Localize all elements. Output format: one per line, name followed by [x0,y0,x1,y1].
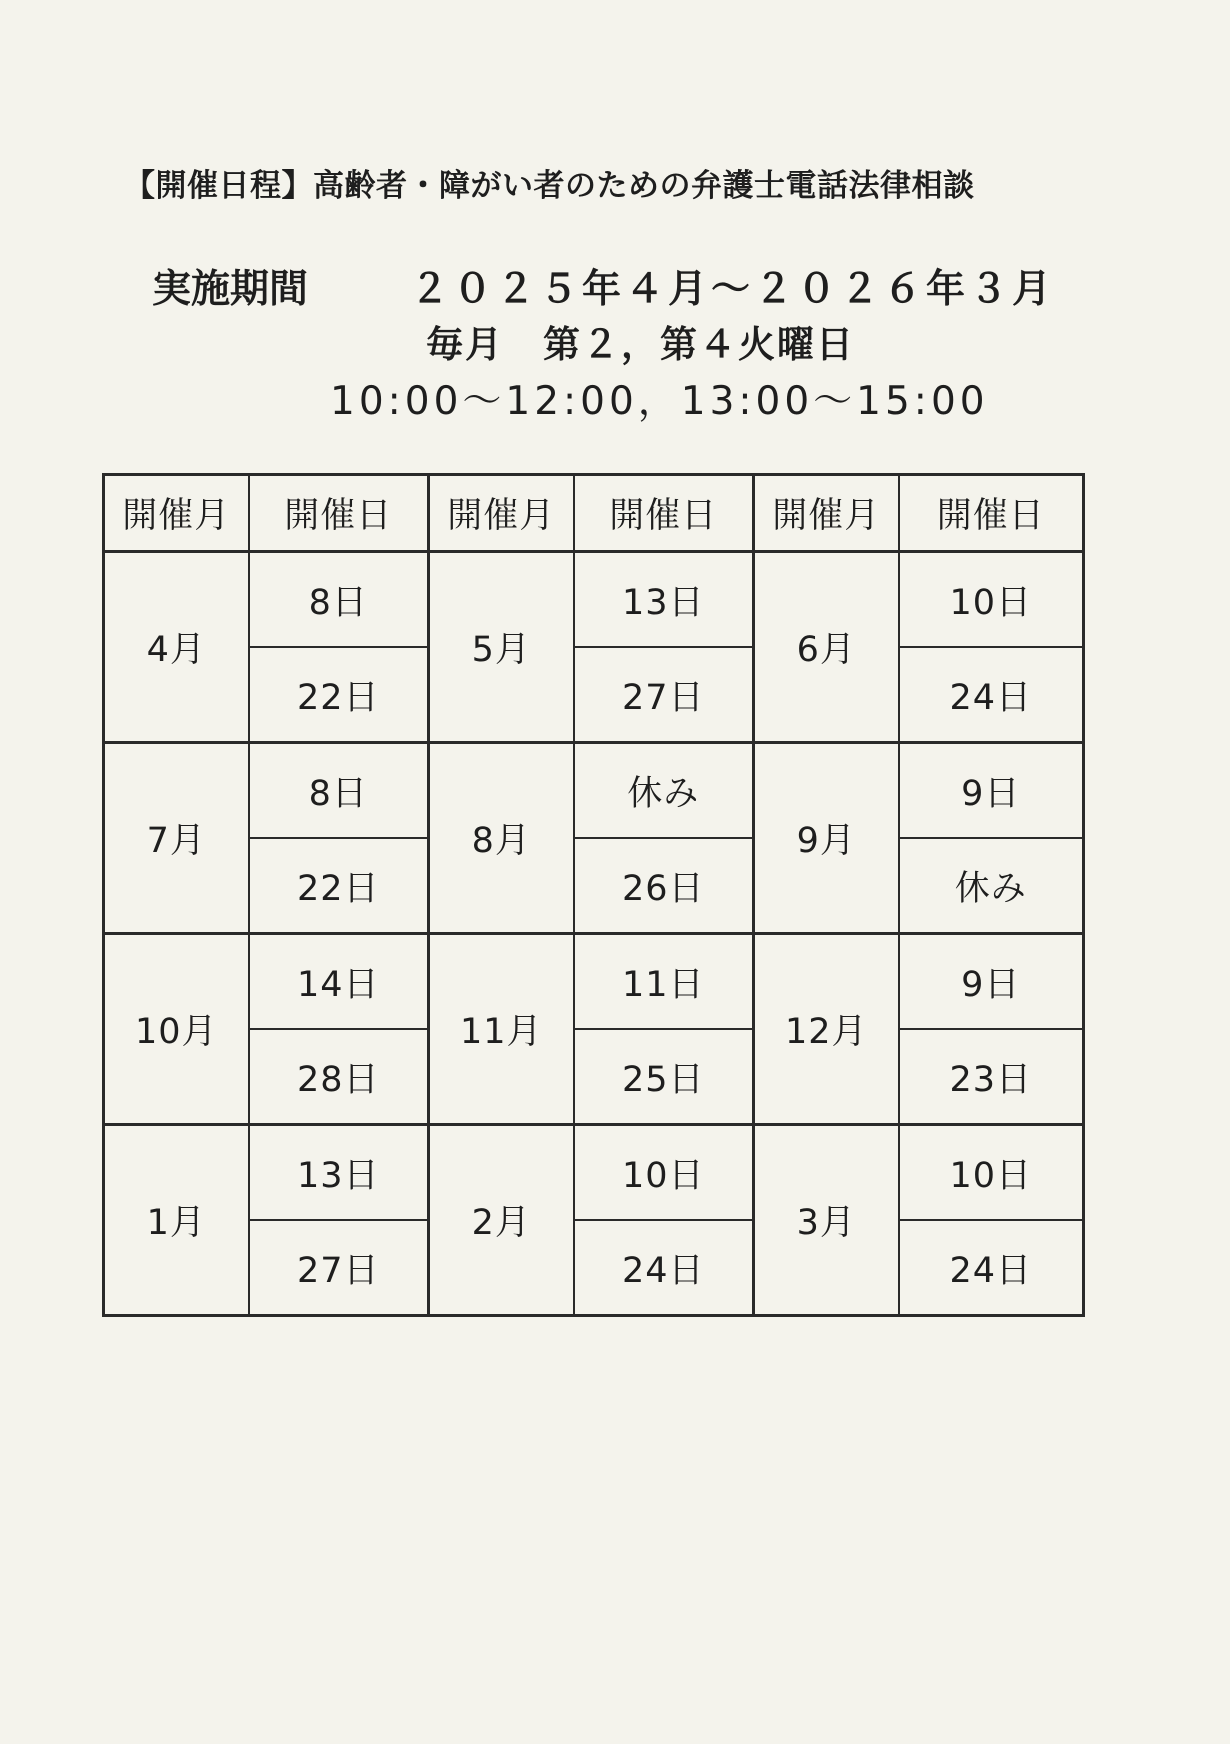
table-row [104,743,1084,839]
period-days: 毎月 第２，第４火曜日 [426,323,855,366]
date-cell: 10日 [574,1125,754,1221]
header-month: 開催月 [104,475,249,552]
month-cell: 2月 [429,1125,574,1316]
month-cell: 6月 [754,552,899,743]
table-row [104,1029,1084,1125]
schedule-table [102,473,1085,1317]
date-cell: 8日 [249,552,429,648]
date-cell: 11日 [574,934,754,1030]
date-cell: 14日 [249,934,429,1030]
date-cell: 26日 [574,838,754,934]
table-row [104,552,1084,648]
date-cell: 27日 [249,1220,429,1316]
date-cell: 24日 [899,647,1084,743]
document-title: 【開催日程】高齢者・障がい者のための弁護士電話法律相談 [124,168,975,204]
date-cell: 休み [574,743,754,839]
month-cell: 12月 [754,934,899,1125]
header-date: 開催日 [899,475,1084,552]
month-cell: 10月 [104,934,249,1125]
month-cell: 3月 [754,1125,899,1316]
table-row [104,1220,1084,1316]
date-cell: 13日 [249,1125,429,1221]
date-cell: 22日 [249,838,429,934]
date-cell: 13日 [574,552,754,648]
header-date: 開催日 [574,475,754,552]
table-row [104,838,1084,934]
header-month: 開催月 [754,475,899,552]
month-cell: 7月 [104,743,249,934]
date-cell: 休み [899,838,1084,934]
period-hours: 10:00～12:00，13:00～15:00 [330,379,989,424]
date-cell: 28日 [249,1029,429,1125]
header-month: 開催月 [429,475,574,552]
date-cell: 27日 [574,647,754,743]
date-cell: 24日 [574,1220,754,1316]
table-row [104,934,1084,1030]
date-cell: 9日 [899,743,1084,839]
month-cell: 11月 [429,934,574,1125]
table-row [104,1125,1084,1221]
date-cell: 8日 [249,743,429,839]
table-header-row [104,475,1084,552]
date-cell: 10日 [899,552,1084,648]
month-cell: 9月 [754,743,899,934]
period-range: ２０２５年４月～２０２６年３月 [410,267,1056,312]
month-cell: 1月 [104,1125,249,1316]
table-row [104,647,1084,743]
date-cell: 9日 [899,934,1084,1030]
period-label: 実施期間 [152,267,309,312]
date-cell: 25日 [574,1029,754,1125]
date-cell: 23日 [899,1029,1084,1125]
month-cell: 4月 [104,552,249,743]
month-cell: 8月 [429,743,574,934]
header-date: 開催日 [249,475,429,552]
date-cell: 24日 [899,1220,1084,1316]
date-cell: 22日 [249,647,429,743]
date-cell: 10日 [899,1125,1084,1221]
month-cell: 5月 [429,552,574,743]
